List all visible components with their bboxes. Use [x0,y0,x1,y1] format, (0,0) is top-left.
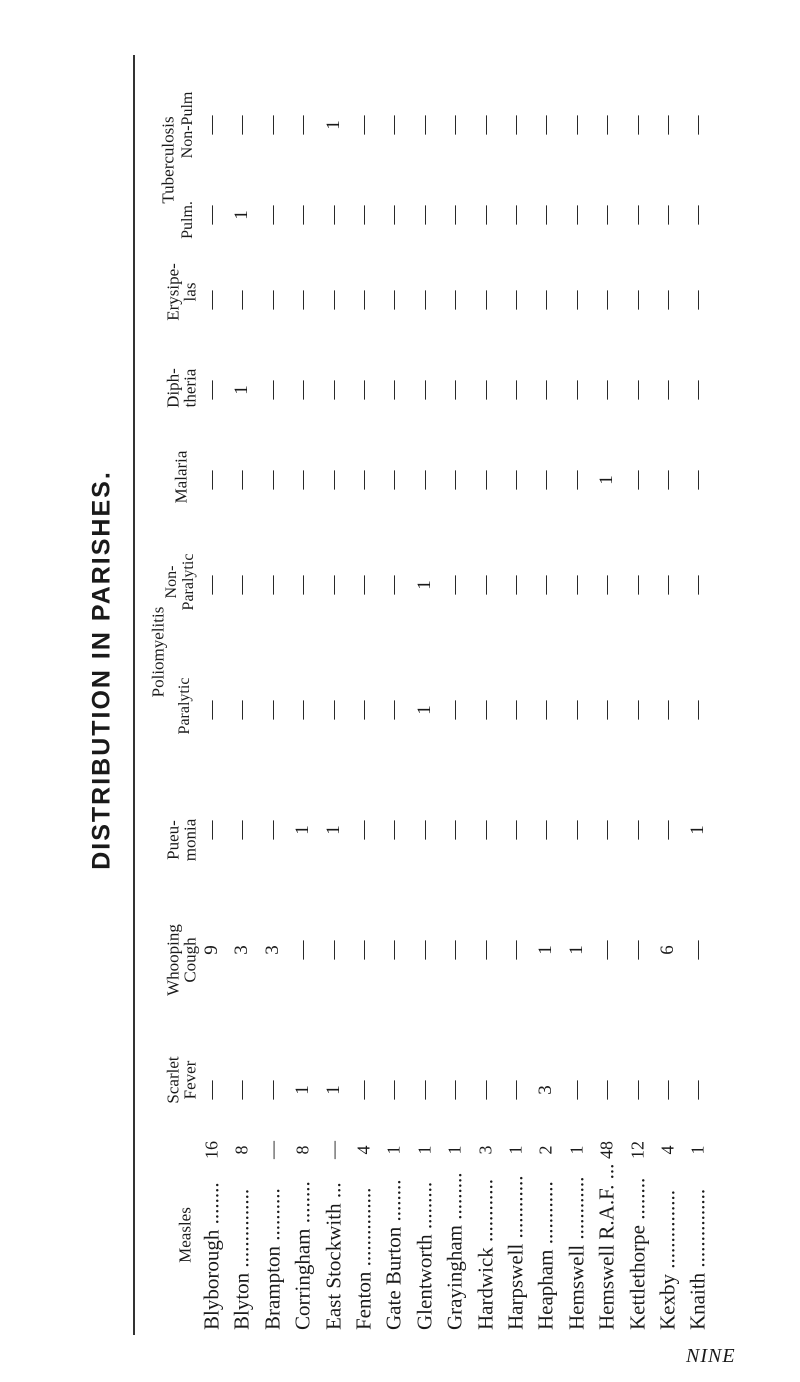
page-number: NINE [686,1345,736,1367]
distribution-table: Measles Scarlet Fever Whooping Cough Pueu- monia Poliomyelitis Paralytic Non- Paralytic Malaria Diph- theria Erysipe- las Tuberculosis Pulm. Non-Pulm Blyborough ........ 16 — 9 — — — — — — — — Blyton ............... 8 — 3 — — — — 1 — 1 — Brampton .......... — — 3 — — — — — — — — Corringham ........ 8 1 — 1 — — — — — — — East Stockwith ... — 1 — 1 — — — — — — 1 Fenton ............... 4 — — — — — — — — — — Gate Burton ........ 1 — — — — — — — — — — Glentworth ......... 1 — — — 1 1 — — — — — Grayingham ......... 1 — — — — — — — — — — Hardwick ............ 3 — — — — — — — — — — Harpswell ............ 1 — — — — — — — — — — Heapham ............ 2 3 1 — — — — — — — — Hemswell ............ 1 — 1 — — — — — — — — Hemswell R.A.F. ... 48 — — — — — 1 — — — — Kettlethorpe ........ 12 — — — — — — — — — — Kexby ............... 4 — 6 — — — — — — — — Knaith ............... 1 — — 1 — — — — — — — [148,91,710,1330]
